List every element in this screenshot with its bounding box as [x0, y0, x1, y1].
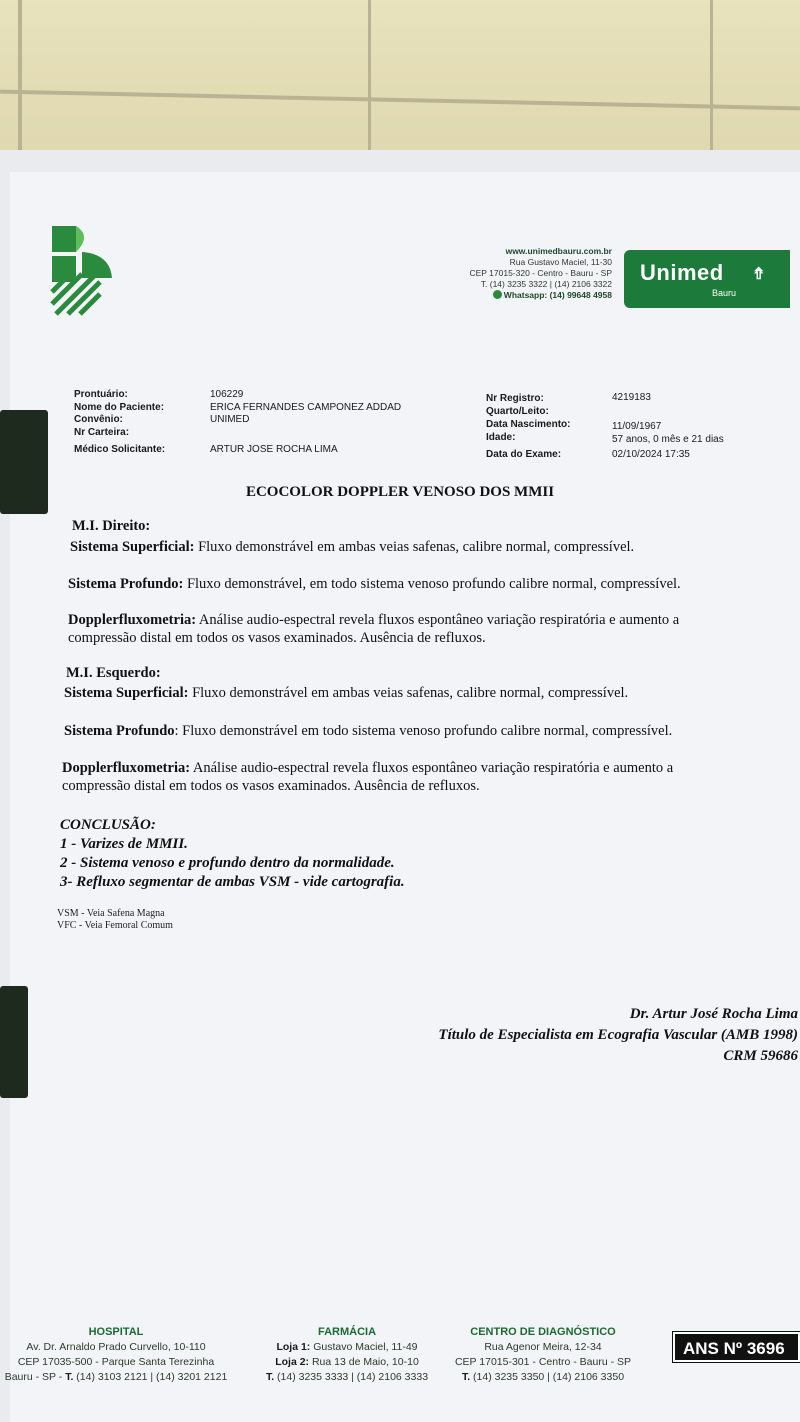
patient-info-right [486, 392, 724, 462]
value-data-nascimento: 11/09/1967 [612, 421, 662, 432]
binder-clip-bottom [0, 986, 28, 1098]
document-sheet [10, 172, 800, 1422]
hospital-logo-icon [48, 222, 114, 318]
whatsapp-icon [493, 290, 502, 299]
contact-address: Rua Gustavo Maciel, 11-30 [509, 257, 612, 267]
report-title: ECOCOLOR DOPPLER VENOSO DOS MMII [245, 484, 555, 500]
unimed-symbol-icon: ⇮ [752, 266, 766, 283]
value-data-exame: 02/10/2024 17:35 [612, 449, 690, 460]
ans-registration-badge: ANS Nº 3696 [673, 1332, 800, 1362]
abbreviations: VSM - Veia Safena Magna VFC - Veia Femoral Comum [57, 908, 173, 931]
right-leg-heading: M.I. Direito: [72, 518, 151, 534]
value-prontuario: 106229 [210, 389, 244, 400]
left-leg-superficial: Sistema Superficial: Fluxo demonstrável em ambas veias safenas, calibre normal, compressível. [64, 685, 629, 701]
value-nr-registro: 4219183 [612, 392, 651, 403]
website-link[interactable]: www.unimedbauru.com.br [505, 246, 612, 256]
label-convenio: Convênio: [74, 414, 123, 425]
conclusion-item: 2 - Sistema venoso e profundo dentro da normalidade. [60, 855, 395, 871]
left-leg-profundo: Sistema Profundo: Fluxo demonstrável em todo sistema venoso profundo calibre normal, compressível. [64, 723, 673, 739]
label-idade: Idade: [486, 432, 516, 443]
value-medico-solicitante: ARTUR JOSE ROCHA LIMA [210, 444, 338, 455]
label-medico-solicitante: Médico Solicitante: [74, 444, 166, 455]
signature-crm: CRM 59686 [723, 1048, 798, 1064]
unimed-contact-block [440, 246, 612, 301]
contact-phone: T. (14) 3235 3322 | (14) 2106 3322 [480, 279, 612, 289]
label-data-exame: Data do Exame: [486, 449, 562, 460]
footer-diagnostico: CENTRO DE DIAGNÓSTICO Rua Agenor Meira, 12-34 CEP 17015-301 - Centro - Bauru - SP T. (14) 3235 3350 | (14) 2106 3350 [454, 1326, 632, 1383]
footer-hospital: HOSPITAL Av. Dr. Arnaldo Prado Curvello, 10-110 CEP 17035-500 - Parque Santa Terezinha Bauru - SP - T. (14) 3103 2121 | (14) 3201 2121 [4, 1326, 228, 1383]
label-nome-paciente: Nome do Paciente: [74, 401, 165, 413]
label-nr-registro: Nr Registro: [486, 393, 544, 404]
label-quarto-leito: Quarto/Leito: [486, 406, 549, 417]
left-leg-heading: M.I. Esquerdo: [66, 665, 161, 681]
label-data-nascimento: Data Nascimento: [486, 419, 571, 430]
unimed-brand-badge [624, 250, 790, 308]
label-prontuario: Prontuário: [74, 389, 128, 400]
right-leg-profundo: Sistema Profundo: Fluxo demonstrável, em todo sistema venoso profundo calibre normal, compressível. [68, 576, 681, 592]
conclusion-item: 1 - Varizes de MMII. [60, 836, 188, 852]
conclusion-heading: CONCLUSÃO: [60, 817, 156, 833]
contact-whatsapp: Whatsapp: (14) 99648 4958 [503, 290, 612, 300]
left-leg-doppler: Dopplerfluxometria: Análise audio-espectral revela fluxos espontâneo variação respiratória e aumento a compressão distal em todos os vasos examinados. Ausência de refluxos. [62, 760, 674, 794]
value-idade: 57 anos, 0 mês e 21 dias [612, 434, 724, 445]
signature-block [438, 1004, 798, 1067]
signature-title: Título de Especialista em Ecografia Vascular (AMB 1998) [438, 1027, 798, 1043]
brand-name: Unimed [640, 260, 724, 285]
contact-cep: CEP 17015-320 - Centro - Bauru - SP [469, 268, 612, 278]
signature-name: Dr. Artur José Rocha Lima [629, 1006, 798, 1022]
conclusion-item: 3- Refluxo segmentar de ambas VSM - vide cartografia. [60, 874, 405, 890]
value-nome-paciente: ERICA FERNANDES CAMPONEZ ADDAD [210, 401, 402, 413]
right-leg-superficial: Sistema Superficial: Fluxo demonstrável em ambas veias safenas, calibre normal, compressível. [70, 539, 635, 555]
footer-farmacia: FARMÁCIA Loja 1: Gustavo Maciel, 11-49 Loja 2: Rua 13 de Maio, 10-10 T. (14) 3235 3333 | (14) 2106 3333 [265, 1326, 429, 1383]
label-nr-carteira: Nr Carteira: [74, 426, 130, 438]
patient-info-left [74, 389, 402, 458]
conclusion-block [60, 816, 405, 892]
wall-tiles [0, 0, 800, 175]
value-convenio: UNIMED [210, 414, 250, 425]
brand-city: Bauru [712, 288, 737, 298]
right-leg-doppler: Dopplerfluxometria: Análise audio-espectral revela fluxos espontâneo variação respiratória e aumento a compressão distal em todos os vasos examinados. Ausência de refluxos. [68, 612, 680, 646]
